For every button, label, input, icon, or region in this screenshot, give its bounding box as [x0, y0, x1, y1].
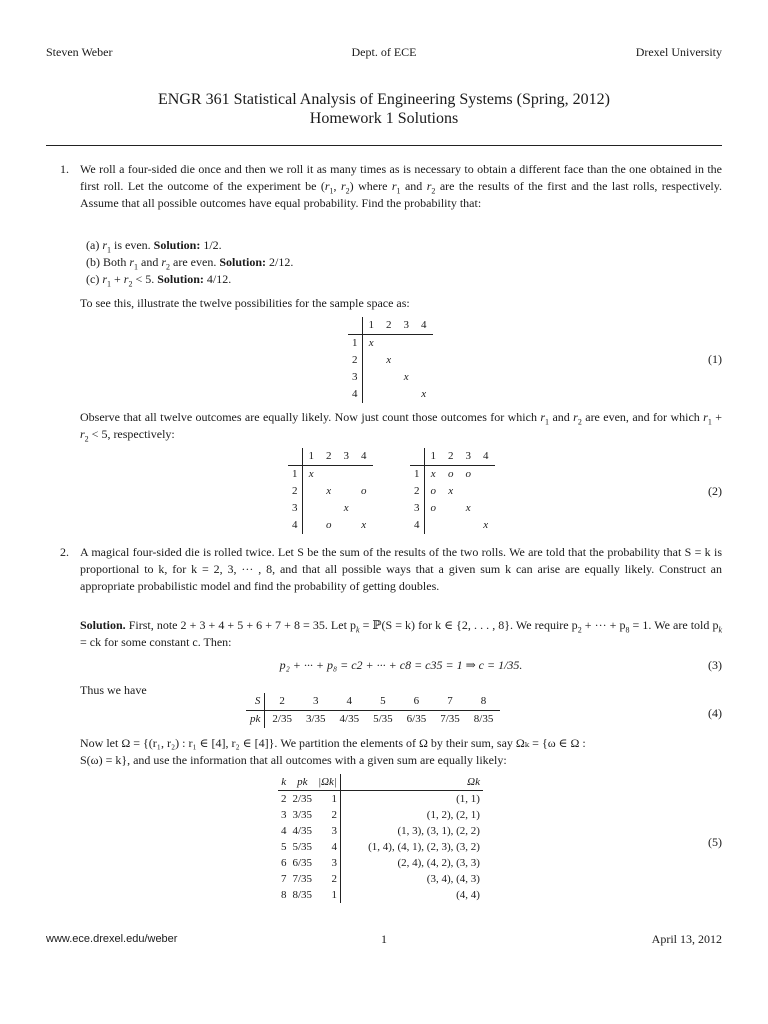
row-header: 3	[288, 500, 302, 517]
table-cell: 5	[281, 841, 287, 853]
table-row	[278, 791, 483, 808]
even-outcomes-table	[288, 448, 373, 534]
column-header: pk	[290, 774, 316, 791]
table-cell: 7	[281, 873, 287, 885]
column-header: 2	[320, 448, 338, 466]
table-cell	[477, 483, 495, 500]
table-cell: (3, 4), (4, 3)	[426, 873, 480, 885]
question-1-number: 1.	[60, 162, 69, 176]
corner-cell	[288, 448, 302, 466]
column-header: 4	[477, 448, 495, 466]
table-cell: 7/35	[440, 713, 460, 725]
table-cell: x	[361, 519, 367, 531]
table-cell: 8/35	[292, 889, 313, 901]
table-cell	[415, 352, 433, 369]
table-cell	[477, 500, 495, 517]
omega-text: Now let Ω = {(r₁, r₂) : r₁ ∈ [4], r₂ ∈ [4]}. We partition the elements of Ω by their sum, say Ωₖ = {ω ∈ Ω : S(ω) = k}, and use the information that all outcomes with a given sum are equally likely:	[80, 736, 586, 767]
corner-cell	[348, 317, 362, 335]
table-cell: o	[430, 485, 436, 497]
sample-space-table	[348, 317, 433, 403]
table-cell: x	[326, 485, 332, 497]
table-cell: o	[430, 502, 436, 514]
row-header: 1	[348, 335, 362, 353]
column-header: 1	[362, 317, 380, 335]
column-header: |Ωk|	[315, 774, 340, 791]
title-line-1: ENGR 361 Statistical Analysis of Engineering Systems (Spring, 2012)	[158, 91, 610, 108]
table-cell: o	[448, 468, 454, 480]
part-c: (c) $r_1 + r_2 < 5$. Solution: 4/12.	[86, 272, 232, 289]
table-cell: x	[343, 502, 349, 514]
table-row	[288, 483, 373, 500]
column-header: 2	[380, 317, 398, 335]
table-cell: 8	[281, 889, 287, 901]
table-cell: o	[361, 485, 367, 497]
table-row	[278, 871, 483, 887]
table-cell: 8/35	[473, 713, 494, 725]
column-header: 1	[302, 448, 320, 466]
table-cell: x	[448, 485, 454, 497]
header-university: Drexel University	[635, 45, 722, 59]
column-header: 2	[442, 448, 460, 466]
row-header: 4	[348, 386, 362, 403]
illustrate-text: To see this, illustrate the twelve possibilities for the sample space as:	[80, 296, 410, 310]
table-row	[288, 466, 373, 484]
table-cell: (1, 2), (2, 1)	[426, 809, 480, 821]
footer-url[interactable]: www.ece.drexel.edu/weber	[46, 933, 178, 945]
table-cell: 1	[315, 791, 340, 808]
table-cell: x	[403, 371, 409, 383]
table-cell: 2/35	[272, 713, 292, 725]
table-cell: 3/35	[292, 809, 313, 821]
table-cell	[460, 517, 478, 534]
table-row	[278, 823, 483, 839]
table-cell	[477, 466, 495, 484]
column-header: 3	[460, 448, 478, 466]
table-cell	[338, 517, 356, 534]
table-cell: 3	[315, 855, 340, 871]
table-cell: 5/35	[373, 713, 393, 725]
table-cell: 6/35	[292, 857, 313, 869]
table-cell: x	[430, 468, 436, 480]
column-header: 1	[424, 448, 442, 466]
table-cell	[380, 386, 398, 403]
thus-text: Thus we have	[80, 683, 147, 697]
table-cell: 6/35	[406, 713, 427, 725]
table-cell: (2, 4), (4, 2), (3, 3)	[397, 857, 480, 869]
column-header: k	[278, 774, 290, 791]
table-cell: 6	[400, 693, 434, 711]
table-cell: x	[421, 388, 427, 400]
table-cell: 5/35	[292, 841, 313, 853]
page-number: 1	[381, 932, 387, 946]
question-2-solution: Solution. First, note 2 + 3 + 4 + 5 + 6 + 7 + 8 = 35. Let $p_k$ = ℙ(S = k) for k ∈ {2, . . . , 8}. We require $p_2$ + ··· + $p_8 = 1$. We are told $p_k$ = ck for some constant c. Then:	[80, 618, 723, 649]
table-cell	[362, 369, 380, 386]
title-line-2: Homework 1 Solutions	[309, 110, 459, 127]
partition-table	[278, 774, 483, 903]
table-cell: 3	[315, 823, 340, 839]
table-cell: x	[465, 502, 471, 514]
table-cell: x	[308, 468, 314, 480]
equation-3: p₂ + ··· + p₈ = c2 + ··· + c8 = c35 = 1 ⇒ c = 1/35.	[279, 658, 523, 672]
table-cell: (1, 3), (3, 1), (2, 2)	[397, 825, 480, 837]
document-title	[0, 90, 768, 128]
table-cell	[424, 517, 442, 534]
table-cell	[302, 500, 320, 517]
table-cell: x	[386, 354, 392, 366]
table-cell	[380, 369, 398, 386]
table-cell: 2	[265, 693, 299, 711]
table-row	[348, 335, 433, 353]
row-header: 4	[410, 517, 424, 534]
table-row	[410, 517, 495, 534]
table-cell	[398, 386, 416, 403]
table-cell: x	[483, 519, 489, 531]
table-cell	[442, 500, 460, 517]
table-cell: 3	[299, 693, 333, 711]
row-header: 3	[410, 500, 424, 517]
table-cell: 5	[366, 693, 400, 711]
column-header: 4	[415, 317, 433, 335]
table-cell	[320, 466, 338, 484]
question-1-parts	[86, 237, 293, 288]
column-header: 4	[355, 448, 373, 466]
observe-text: Observe that all twelve outcomes are equally likely. Now just count those outcomes for which $r_1$ and $r_2$ are even, and for which $r_1 + r_2 < 5$, respectively:	[80, 410, 723, 444]
table-cell	[362, 386, 380, 403]
table-cell: 2	[315, 807, 340, 823]
table-cell: 3	[281, 809, 287, 821]
footer-date: April 13, 2012	[651, 932, 722, 946]
table-cell	[442, 517, 460, 534]
table-cell: 4	[333, 693, 367, 711]
table-cell: 4	[281, 825, 287, 837]
table-row	[410, 500, 495, 517]
row-header: 2	[348, 352, 362, 369]
table-cell	[338, 466, 356, 484]
table-cell	[320, 500, 338, 517]
column-header: 3	[398, 317, 416, 335]
table-cell	[398, 335, 416, 353]
table-cell: 6	[281, 857, 287, 869]
table-cell	[415, 335, 433, 353]
table-row	[288, 517, 373, 534]
equation-number-1: (1)	[708, 352, 722, 366]
table-row	[410, 483, 495, 500]
row-header: 4	[288, 517, 302, 534]
table-cell: o	[326, 519, 332, 531]
row-header: 3	[348, 369, 362, 386]
table-cell	[338, 483, 356, 500]
question-2-text: A magical four-sided die is rolled twice. Let S be the sum of the results of the two rolls. We are told that the probability that S = k is proportional to k, for k = 2, 3, ··· , 8, and that all possible ways that a given sum k can arise are equally likely. Construct an appropriate probabilistic model and find the probability of getting doubles.	[80, 545, 722, 593]
table-cell: 2	[281, 793, 287, 805]
part-b: (b) Both $r_1$ and $r_2$ are even. Solution: 2/12.	[86, 255, 294, 272]
column-header: Ωk	[340, 774, 483, 791]
equation-number-4: (4)	[708, 706, 722, 720]
sum-less-than-5-table	[410, 448, 495, 534]
table-cell: (1, 1)	[456, 793, 480, 805]
table-cell	[380, 335, 398, 353]
question-2-number: 2.	[60, 545, 69, 559]
row-header: 1	[410, 466, 424, 484]
row-header: 2	[288, 483, 302, 500]
table-cell: 2/35	[292, 793, 313, 805]
row-header: S	[246, 693, 265, 711]
table-row	[278, 807, 483, 823]
table-row	[348, 352, 433, 369]
table-cell: 4/35	[292, 825, 313, 837]
table-cell: 8	[467, 693, 501, 711]
table-cell: 4/35	[339, 713, 360, 725]
table-cell: 1	[315, 887, 340, 903]
table-cell: (1, 4), (4, 1), (2, 3), (3, 2)	[368, 841, 480, 853]
table-cell: 4	[315, 839, 340, 855]
table-row	[288, 500, 373, 517]
table-cell: 7	[433, 693, 467, 711]
part-a: (a) $r_1$ is even. Solution: 1/2.	[86, 238, 222, 255]
table-cell: (4, 4)	[456, 889, 480, 901]
pk-table	[246, 693, 500, 728]
header-department: Dept. of ECE	[351, 45, 417, 59]
table-row	[348, 369, 433, 386]
table-cell	[362, 352, 380, 369]
question-1-text: We roll a four-sided die once and then we roll it as many times as is necessary to obtain a different face than the one obtained in the first roll. Let the outcome of the experiment be ($r_1$, $r_2$) where $r_1$ and $r_2$ are the results of the first and the last rolls, respectively. Assume that all possible outcomes have equal probability. Find the probability that:	[80, 162, 722, 210]
table-row	[410, 466, 495, 484]
equation-number-3: (3)	[708, 658, 722, 672]
header-author: Steven Weber	[46, 45, 113, 59]
table-cell	[398, 352, 416, 369]
column-header: 3	[338, 448, 356, 466]
table-cell	[355, 466, 373, 484]
row-header: 1	[288, 466, 302, 484]
table-cell	[460, 483, 478, 500]
table-cell: x	[368, 337, 374, 349]
equation-number-2: (2)	[708, 484, 722, 498]
table-cell: 2	[315, 871, 340, 887]
table-cell: 7/35	[292, 873, 313, 885]
row-header: 2	[410, 483, 424, 500]
table-row	[278, 887, 483, 903]
table-row	[278, 855, 483, 871]
row-header: pk	[246, 711, 265, 729]
equation-number-5: (5)	[708, 835, 722, 849]
table-cell	[415, 369, 433, 386]
table-cell: 3/35	[305, 713, 326, 725]
table-cell: o	[465, 468, 471, 480]
title-rule	[46, 145, 722, 146]
table-cell	[302, 483, 320, 500]
table-row	[348, 386, 433, 403]
table-row	[278, 839, 483, 855]
table-cell	[302, 517, 320, 534]
table-cell	[355, 500, 373, 517]
corner-cell	[410, 448, 424, 466]
